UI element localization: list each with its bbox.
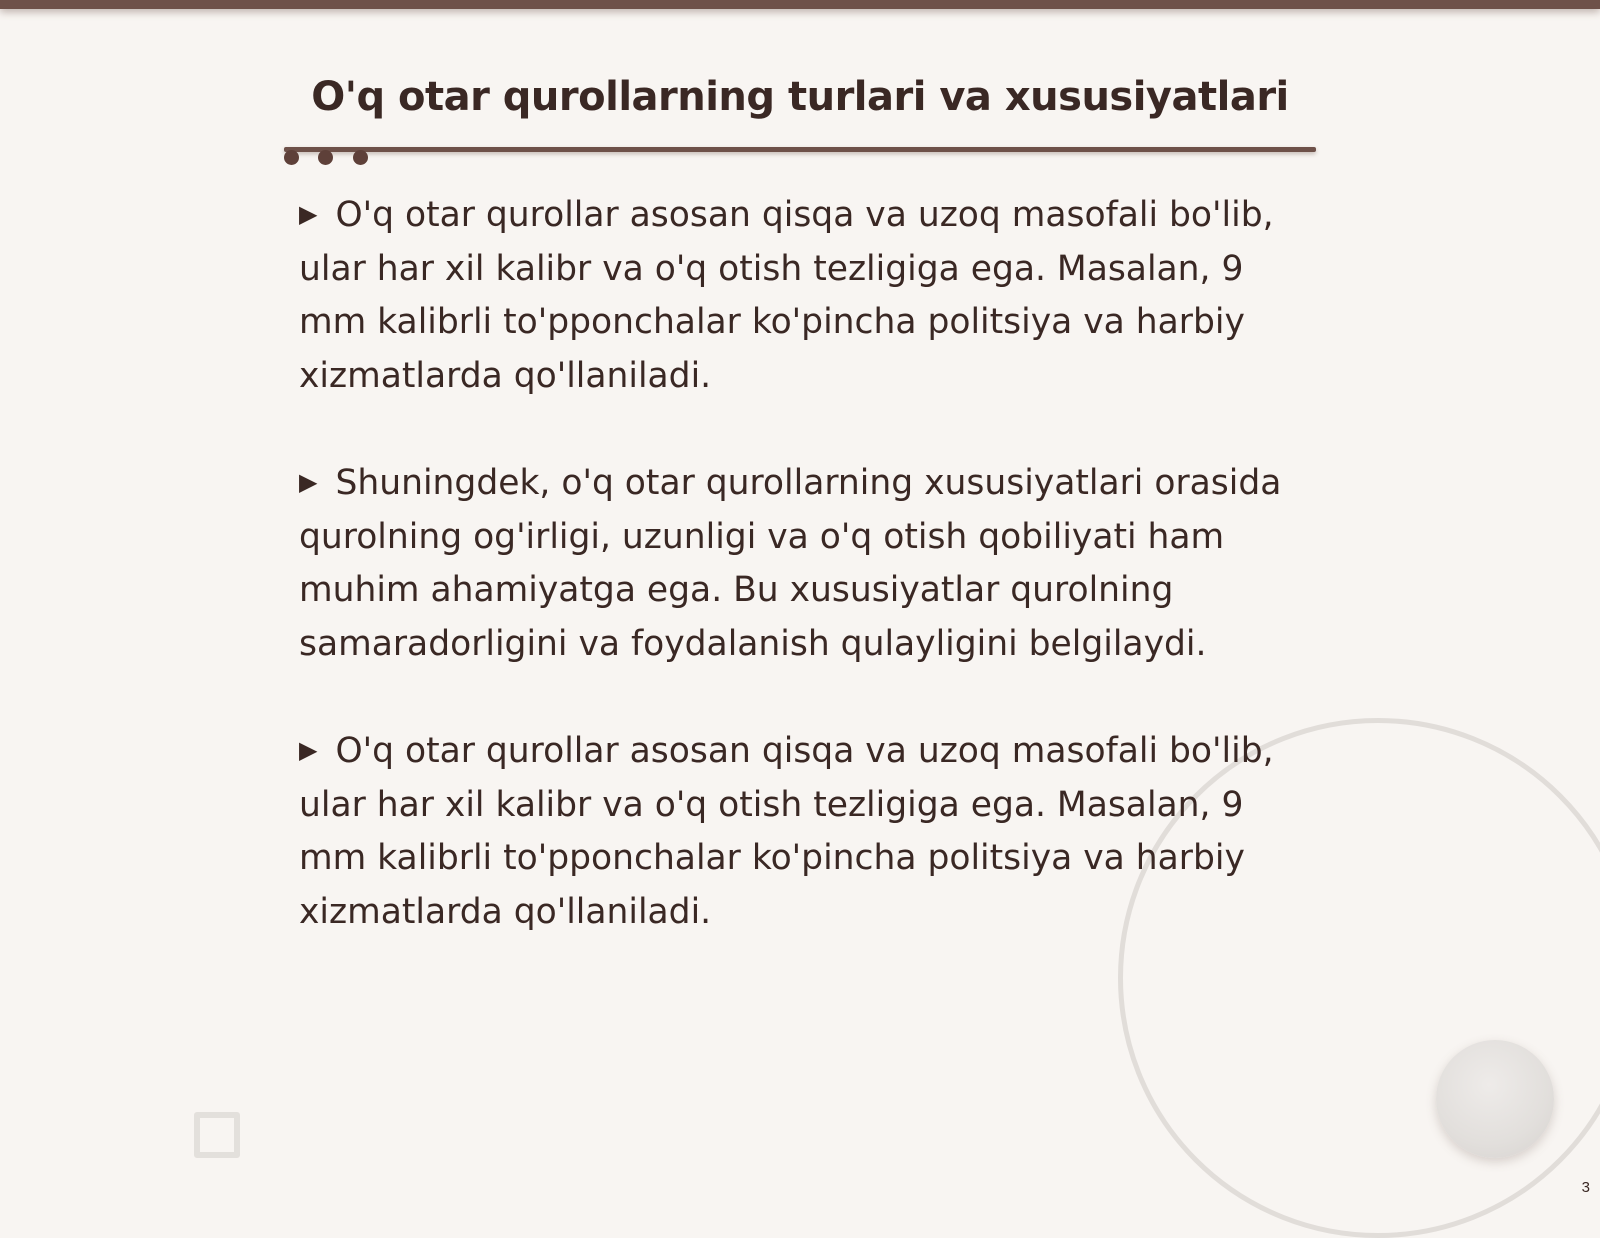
bullet-list — [299, 188, 1299, 992]
bullet-text: O'q otar qurollar asosan qisqa va uzoq masofali bo'lib, ular har xil kalibr va o'q otish tezligiga ega. Masalan, 9 mm kalibrli to'pponchalar ko'pincha politsiya va harbiy xizmatlarda qo'llaniladi. — [299, 731, 1274, 932]
decorative-circle — [1436, 1040, 1554, 1158]
decorative-square — [194, 1112, 240, 1158]
bullet-text: Shuningdek, o'q otar qurollarning xususiyatlari orasida qurolning og'irligi, uzunligi va o'q otish qobiliyati ham muhim ahamiyatga ega. Bu xususiyatlar qurolning samaradorligini va foydalanish qulayligini belgilaydi. — [299, 463, 1282, 664]
title-underline — [284, 147, 1316, 152]
slide-title: O'q otar qurollarning turlari va xususiyatlari — [311, 74, 1289, 120]
page-number: 3 — [1581, 1179, 1590, 1196]
triangle-bullet-icon: ▶ — [299, 736, 318, 764]
underline-dot — [353, 150, 368, 165]
underline-dot — [318, 150, 333, 165]
triangle-bullet-icon: ▶ — [299, 468, 318, 496]
top-accent-bar — [0, 0, 1600, 9]
bullet-text: O'q otar qurollar asosan qisqa va uzoq masofali bo'lib, ular har xil kalibr va o'q otish tezligiga ega. Masalan, 9 mm kalibrli to'pponchalar ko'pincha politsiya va harbiy xizmatlarda qo'llaniladi. — [299, 195, 1274, 396]
bullet-item — [299, 456, 1299, 671]
triangle-bullet-icon: ▶ — [299, 200, 318, 228]
underline-dot — [284, 150, 299, 165]
bullet-item — [299, 724, 1299, 939]
bullet-item — [299, 188, 1299, 403]
